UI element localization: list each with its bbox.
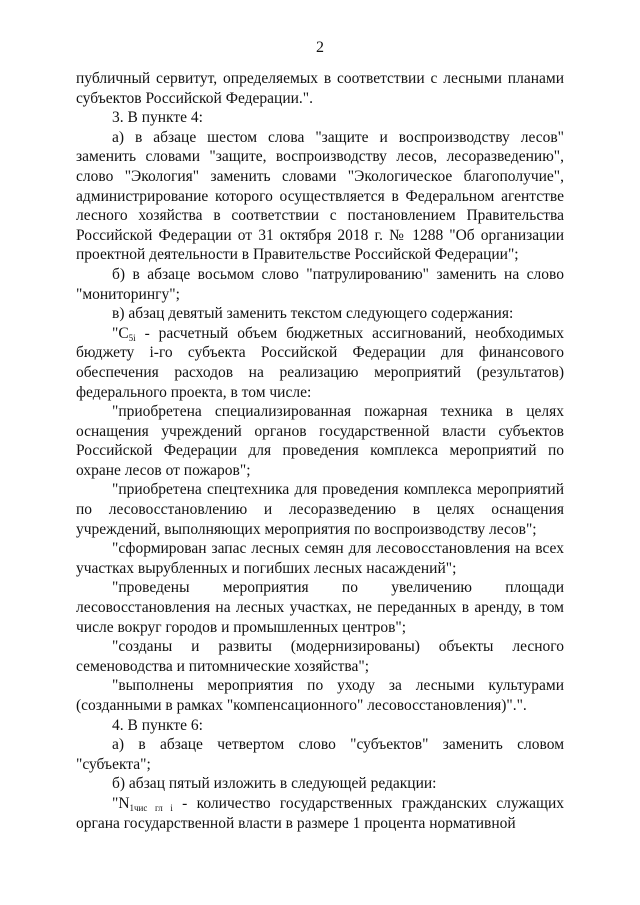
paragraph-item-forest-care: "выполнены мероприятия по уходу за лесными культурами (созданными в рамках "компенсационного" лесовосстановления)".". [76,677,564,714]
paragraph-point-3b: б) в абзаце восьмом слово "патрулированию" заменить на слово "мониторингу"; [76,265,564,303]
paragraph-point-4b: б) абзац пятый изложить в следующей редакции: [112,775,437,793]
page-number: 2 [316,39,324,56]
paragraph-item-fire-equipment: "приобретена специализированная пожарная техника в целях оснащения учреждений органов государственной власти субъектов Российской Федерации для проведения комплекса мероприятий по охране лесов от пожаров"; [76,403,564,479]
formula-c5i-prefix: "C [112,324,129,342]
paragraph-item-nurseries: "созданы и развиты (модернизированы) объекты лесного семеноводства и питомнические хозяйства"; [76,638,564,675]
paragraph-item-special-equipment: "приобретена спецтехника для проведения комплекса мероприятий по лесовосстановлению и лесоразведению в целях оснащения учреждений, выполняющих мероприятия по воспроизводству лесов"; [76,481,564,538]
paragraph-point-3-heading: 3. В пункте 4: [112,109,203,127]
paragraph-item-seed-stock: "сформирован запас лесных семян для лесовосстановления на всех участках вырубленных и погибших лесных насаждений"; [76,540,564,577]
formula-n-subscript: 1чис гл i [129,802,173,813]
paragraph-formula-c5i [76,324,564,402]
paragraph-point-3a: а) в абзаце шестом слова "защите и воспроизводству лесов" заменить словами "защите, воспроизводству лесов, лесоразведению", слово "Экология" заменить словами "Экологическое благополучие", администрирование которого осуществляется в Федеральном агентстве лесного хозяйства в соответствии с постановлением Правительства Российской Федерации от 31 октября 2018 г. № 1288 "Об организации проектной деятельности в Правительстве Российской Федерации"; [76,128,564,264]
formula-c5i-subscript: 5i [128,332,136,343]
paragraph-point-4a: а) в абзаце четвертом слово "субъектов" заменить словом "субъекта"; [76,736,564,773]
paragraph-formula-n [76,794,564,833]
paragraph-point-3v: в) абзац девятый заменить текстом следующего содержания: [112,305,514,323]
paragraph-item-reforestation: "проведены мероприятия по увеличению площади лесовосстановления на лесных участках, не переданных в аренду, в том числе вокруг городов и промышленных центров"; [76,579,564,636]
formula-n-prefix: "N [112,794,130,812]
formula-n-text: - количество государственных гражданских служащих органа государственной власти в размере 1 процента нормативной [76,794,564,832]
paragraph-continuation: публичный сервитут, определяемых в соответствии с лесными планами субъектов Российской Федерации.". [76,70,564,107]
paragraph-point-4-heading: 4. В пункте 6: [112,716,203,734]
formula-c5i-text: - расчетный объем бюджетных ассигнований, необходимых бюджету i-го субъекта Российской Федерации для финансового обеспечения расходов на реализацию мероприятий (результатов) федерального проекта, в том числе: [76,324,564,401]
document-body [76,69,564,833]
